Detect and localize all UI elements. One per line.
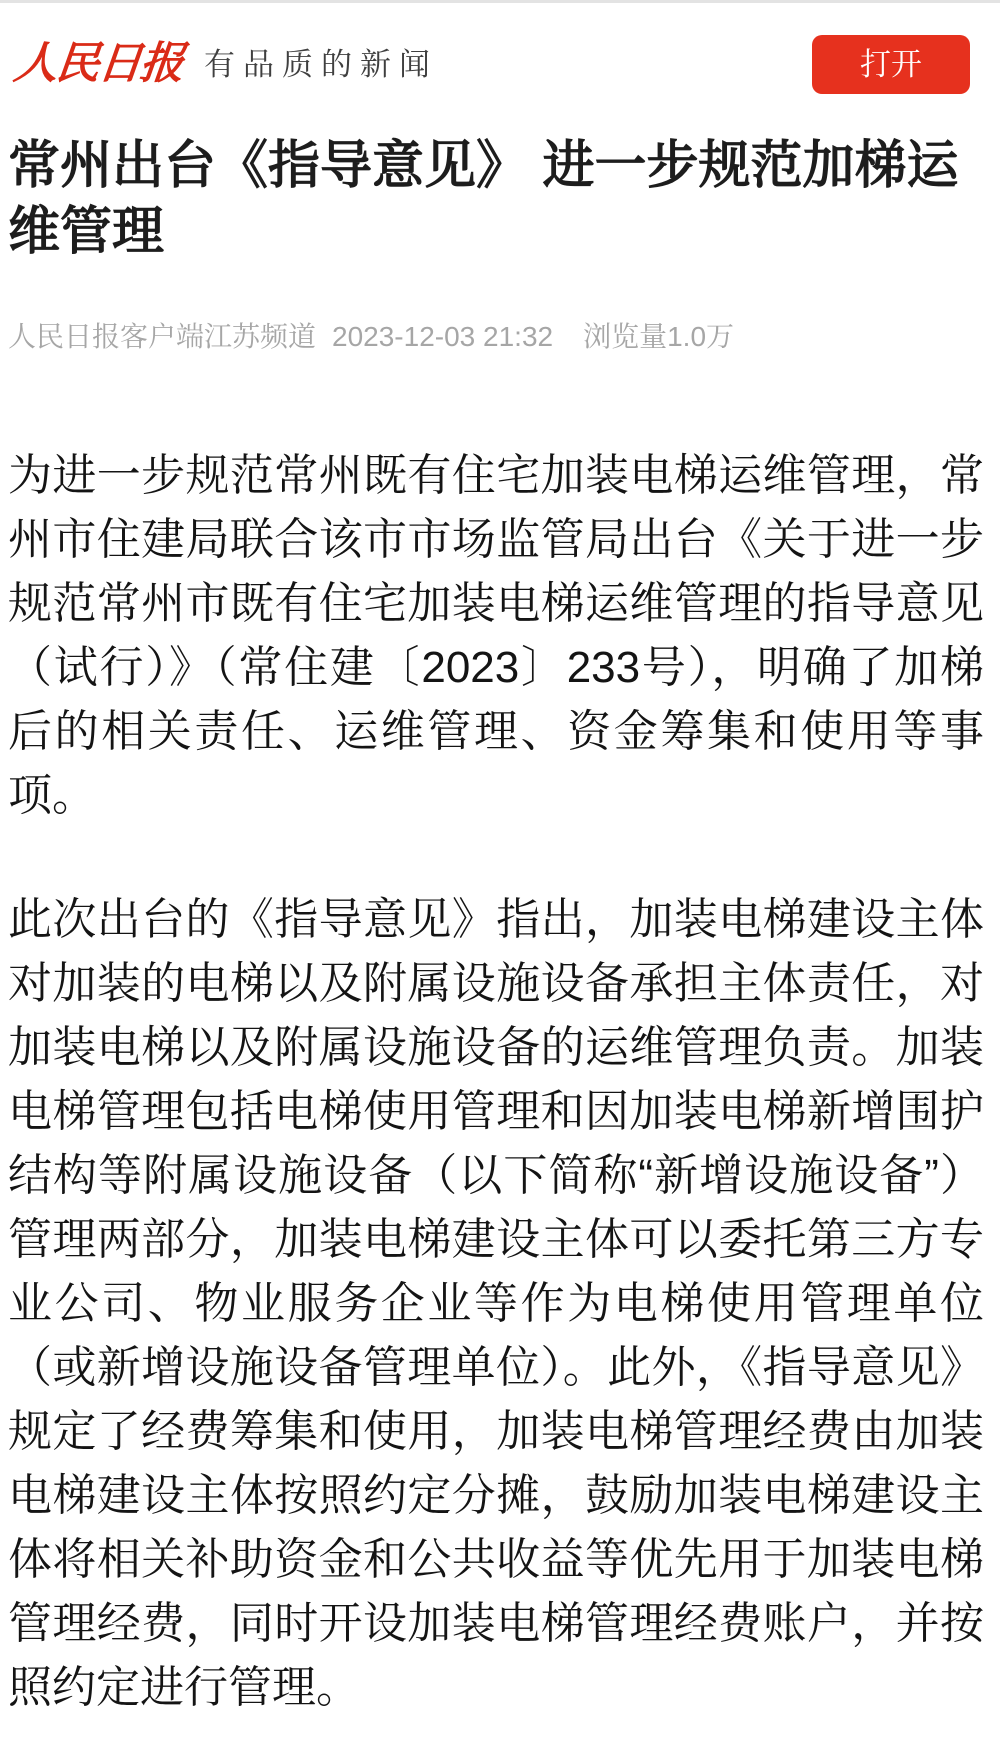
article-source: 人民日报客户端江苏频道 bbox=[8, 321, 317, 352]
article-paragraph-2: 此次出台的《指导意见》指出，加装电梯建设主体对加装的电梯以及附属设施设备承担主体责任，对加装电梯以及附属设施设备的运维管理负责。加装电梯管理包括电梯使用管理和因加装电梯新增围护结构等附属设施设备（以下简称“新增设施设备”）管理两部分，加装电梯建设主体可以委托第三方专业公司、物业服务企业等作为电梯使用管理单位（或新增设施设备管理单位）。此外，《指导意见》规定了经费筹集和使用，加装电梯管理经费由加装电梯建设主体按照约定分摊，鼓励加装电梯建设主体将相关补助资金和公共收益等优先用于加装电梯管理经费，同时开设加装电梯管理经费账户，并按照约定进行管理。 bbox=[8, 895, 984, 1712]
peoples-daily-logo[interactable]: 人民日报 bbox=[11, 38, 185, 89]
article-paragraph-1: 为进一步规范常州既有住宅加装电梯运维管理，常州市住建局联合该市市场监管局出台《关于进一步规范常州市既有住宅加装电梯运维管理的指导意见（试行）》（常住建〔2023〕233号），明确了加梯后的相关责任、运维管理、资金筹集和使用等事项。 bbox=[8, 451, 984, 820]
article-meta bbox=[8, 320, 984, 354]
article-view-count: 浏览量1.0万 bbox=[583, 321, 735, 352]
article-datetime: 2023-12-03 21:32 bbox=[332, 321, 554, 352]
article-title: 常州出台《指导意见》 进一步规范加梯运维管理 bbox=[8, 137, 959, 261]
brand bbox=[11, 38, 438, 89]
article bbox=[8, 133, 984, 1737]
open-app-button[interactable]: 打开 bbox=[812, 35, 970, 94]
brand-tagline: 有品质的新闻 bbox=[204, 46, 438, 82]
app-banner bbox=[0, 3, 1000, 111]
